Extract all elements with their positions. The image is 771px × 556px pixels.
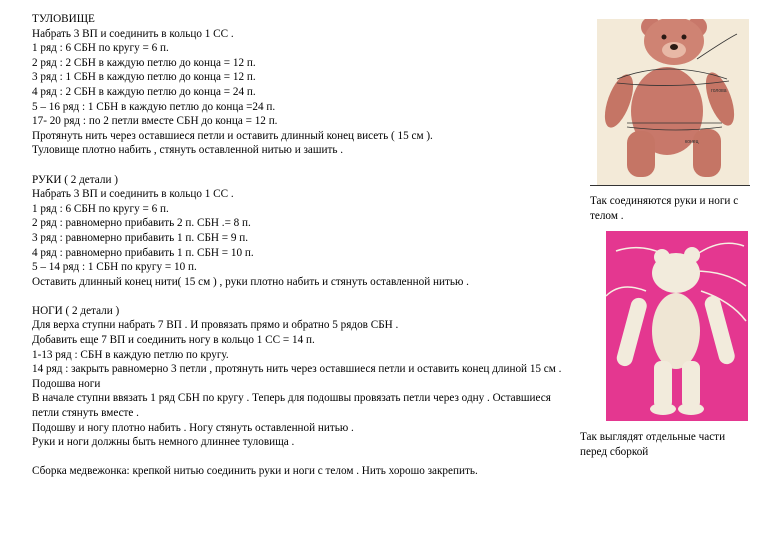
text-line: 4 ряд : 2 СБН в каждую петлю до конца = 24 п. <box>32 85 256 98</box>
bear-parts-photo <box>606 231 748 421</box>
caption-line: Так выглядят отдельные части <box>580 431 726 443</box>
caption-line: перед сборкой <box>580 446 649 458</box>
section-assembly <box>32 464 612 479</box>
photo-label: голова <box>711 88 727 94</box>
text-line: 1 ряд : 6 СБН по кругу = 6 п. <box>32 42 169 55</box>
instructions-text <box>32 12 612 479</box>
section-title: РУКИ ( 2 детали ) <box>32 173 118 186</box>
text-line: 4 ряд : равномерно прибавить 1 п. СБН = 10 п. <box>32 246 254 259</box>
text-line: Туловище плотно набить , стянуть оставленной нитью и зашить . <box>32 144 344 157</box>
text-line: Набрать 3 ВП и соединить в кольцо 1 СС . <box>32 27 234 40</box>
text-line: Руки и ноги должны быть немного длиннее туловища . <box>32 436 295 449</box>
blank-line <box>32 158 612 173</box>
blank-line <box>32 450 612 465</box>
text-line: Оставить длинный конец нити( 15 см ) , руки плотно набить и стянуть оставленной нитью . <box>32 275 469 288</box>
caption-parts <box>580 430 725 460</box>
caption-line: Так соединяются руки и ноги с <box>590 195 739 207</box>
text-line: Подошву и ногу плотно набить . Ногу стянуть оставленной нитью . <box>32 421 354 434</box>
separator-line <box>590 185 750 186</box>
section-legs <box>32 304 612 450</box>
text-line: Набрать 3 ВП и соединить в кольцо 1 СС . <box>32 188 234 201</box>
text-line: 5 – 14 ряд : 1 СБН по кругу = 10 п. <box>32 261 197 274</box>
text-line: 2 ряд : 2 СБН в каждую петлю до конца = 12 п. <box>32 56 256 69</box>
text-line: 2 ряд : равномерно прибавить 2 п. СБН .= 8 п. <box>32 217 251 230</box>
text-line: 1 ряд : 6 СБН по кругу = 6 п. <box>32 202 169 215</box>
text-line: 17- 20 ряд : по 2 петли вместе СБН до конца = 12 п. <box>32 115 278 128</box>
photo-label: конец <box>685 139 699 145</box>
text-line: Добавить еще 7 ВП и соединить ногу в кольцо 1 СС = 14 п. <box>32 334 315 347</box>
text-line: 3 ряд : равномерно прибавить 1 п. СБН = 9 п. <box>32 231 249 244</box>
text-line: Протянуть нить через оставшиеся петли и оставить длинный конец висеть ( 15 см ). <box>32 129 433 142</box>
caption-line: телом . <box>590 210 624 222</box>
caption-joining <box>590 194 738 224</box>
text-line: 3 ряд : 1 СБН в каждую петлю до конца = 12 п. <box>32 71 256 84</box>
text-line: Для верха ступни набрать 7 ВП . И провязать прямо и обратно 5 рядов СБН . <box>32 319 399 332</box>
bear-drawing <box>597 19 749 185</box>
section-title: НОГИ ( 2 детали ) <box>32 304 120 317</box>
text-line: 14 ряд : закрыть равномерно 3 петли , протянуть нить через оставшиеся петли и оставить конец длиной 15 см . <box>32 363 562 376</box>
text-line: Сборка медвежонка: крепкой нитью соединить руки и ноги с телом . Нить хорошо закрепить. <box>32 465 478 478</box>
blank-line <box>32 289 612 304</box>
text-line: В начале ступни ввязать 1 ряд СБН по кругу . Теперь для подошвы провязать петли через одну . Оставшиеся <box>32 392 551 405</box>
section-body <box>32 12 612 158</box>
section-arms <box>32 173 612 290</box>
section-title: ТУЛОВИЩЕ <box>32 13 95 25</box>
crochet-parts-drawing <box>606 231 748 421</box>
text-line: Подошва ноги <box>32 377 101 390</box>
text-line: 1-13 ряд : СБН в каждую петлю по кругу. <box>32 348 229 361</box>
text-line: петли стянуть вместе . <box>32 407 139 420</box>
text-line: 5 – 16 ряд : 1 СБН в каждую петлю до конца =24 п. <box>32 100 276 113</box>
bear-parts-illustration <box>597 19 749 185</box>
